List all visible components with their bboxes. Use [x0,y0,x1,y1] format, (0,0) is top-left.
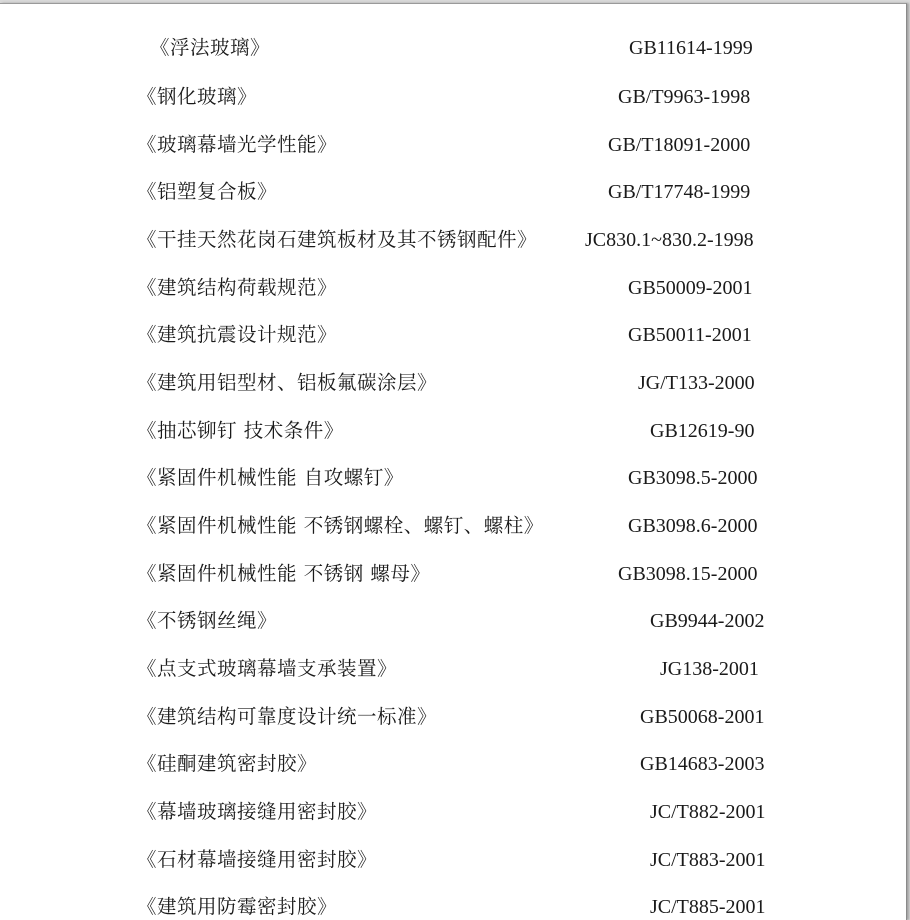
standard-code: JC/T885-2001 [650,896,766,918]
standard-title: 《石材幕墙接缝用密封胶》 [137,848,378,871]
standard-code: GB50068-2001 [640,706,765,728]
standard-code: GB12619-90 [650,420,755,442]
standard-row [0,417,906,445]
standard-row [0,750,906,778]
standard-title: 《建筑抗震设计规范》 [137,323,338,346]
standard-code: GB11614-1999 [629,37,753,59]
standard-row [0,321,906,349]
standard-code: JC830.1~830.2-1998 [585,229,754,251]
standard-row [0,846,906,874]
standard-title: 《铝塑复合板》 [137,180,278,203]
standard-row [0,34,906,62]
standard-title: 《幕墙玻璃接缝用密封胶》 [137,800,378,823]
standard-code: JC/T882-2001 [650,801,766,823]
standard-title: 《紧固件机械性能 不锈钢 螺母》 [137,562,431,585]
document-page [0,3,907,920]
standard-row [0,369,906,397]
standard-title: 《干挂天然花岗石建筑板材及其不锈钢配件》 [137,228,538,251]
standard-row [0,703,906,731]
standard-title: 《不锈钢丝绳》 [137,609,278,632]
standard-code: GB50009-2001 [628,277,753,299]
standard-row [0,178,906,206]
standard-code: GB3098.15-2000 [618,563,758,585]
standard-title: 《钢化玻璃》 [137,85,258,108]
standard-title: 《硅酮建筑密封胶》 [137,752,318,775]
standard-code: JC/T883-2001 [650,849,766,871]
standard-row [0,607,906,635]
standard-row [0,798,906,826]
standard-code: JG/T133-2000 [638,372,755,394]
standard-title: 《建筑结构可靠度设计统一标准》 [137,705,438,728]
standard-code: GB/T9963-1998 [618,86,751,108]
standard-title: 《点支式玻璃幕墙支承装置》 [137,657,398,680]
standard-row [0,893,906,920]
standard-title: 《玻璃幕墙光学性能》 [137,133,338,156]
standard-code: GB3098.6-2000 [628,515,758,537]
standard-title: 《建筑用铝型材、铝板氟碳涂层》 [137,371,438,394]
standard-code: GB9944-2002 [650,610,765,632]
standard-row [0,226,906,254]
standard-row [0,274,906,302]
standard-code: GB/T17748-1999 [608,181,751,203]
standard-title: 《紧固件机械性能 不锈钢螺栓、螺钉、螺柱》 [137,514,544,537]
standard-row [0,512,906,540]
standard-title: 《浮法玻璃》 [150,36,271,59]
standard-code: JG138-2001 [660,658,759,680]
standard-title: 《紧固件机械性能 自攻螺钉》 [137,466,404,489]
standard-code: GB/T18091-2000 [608,134,751,156]
standard-title: 《抽芯铆钉 技术条件》 [137,419,344,442]
standard-row [0,464,906,492]
standard-title: 《建筑结构荷载规范》 [137,276,338,299]
standard-code: GB14683-2003 [640,753,765,775]
standard-row [0,560,906,588]
standard-row [0,131,906,159]
standard-row [0,655,906,683]
standard-code: GB3098.5-2000 [628,467,758,489]
standard-code: GB50011-2001 [628,324,752,346]
standard-row [0,83,906,111]
standard-title: 《建筑用防霉密封胶》 [137,895,338,918]
